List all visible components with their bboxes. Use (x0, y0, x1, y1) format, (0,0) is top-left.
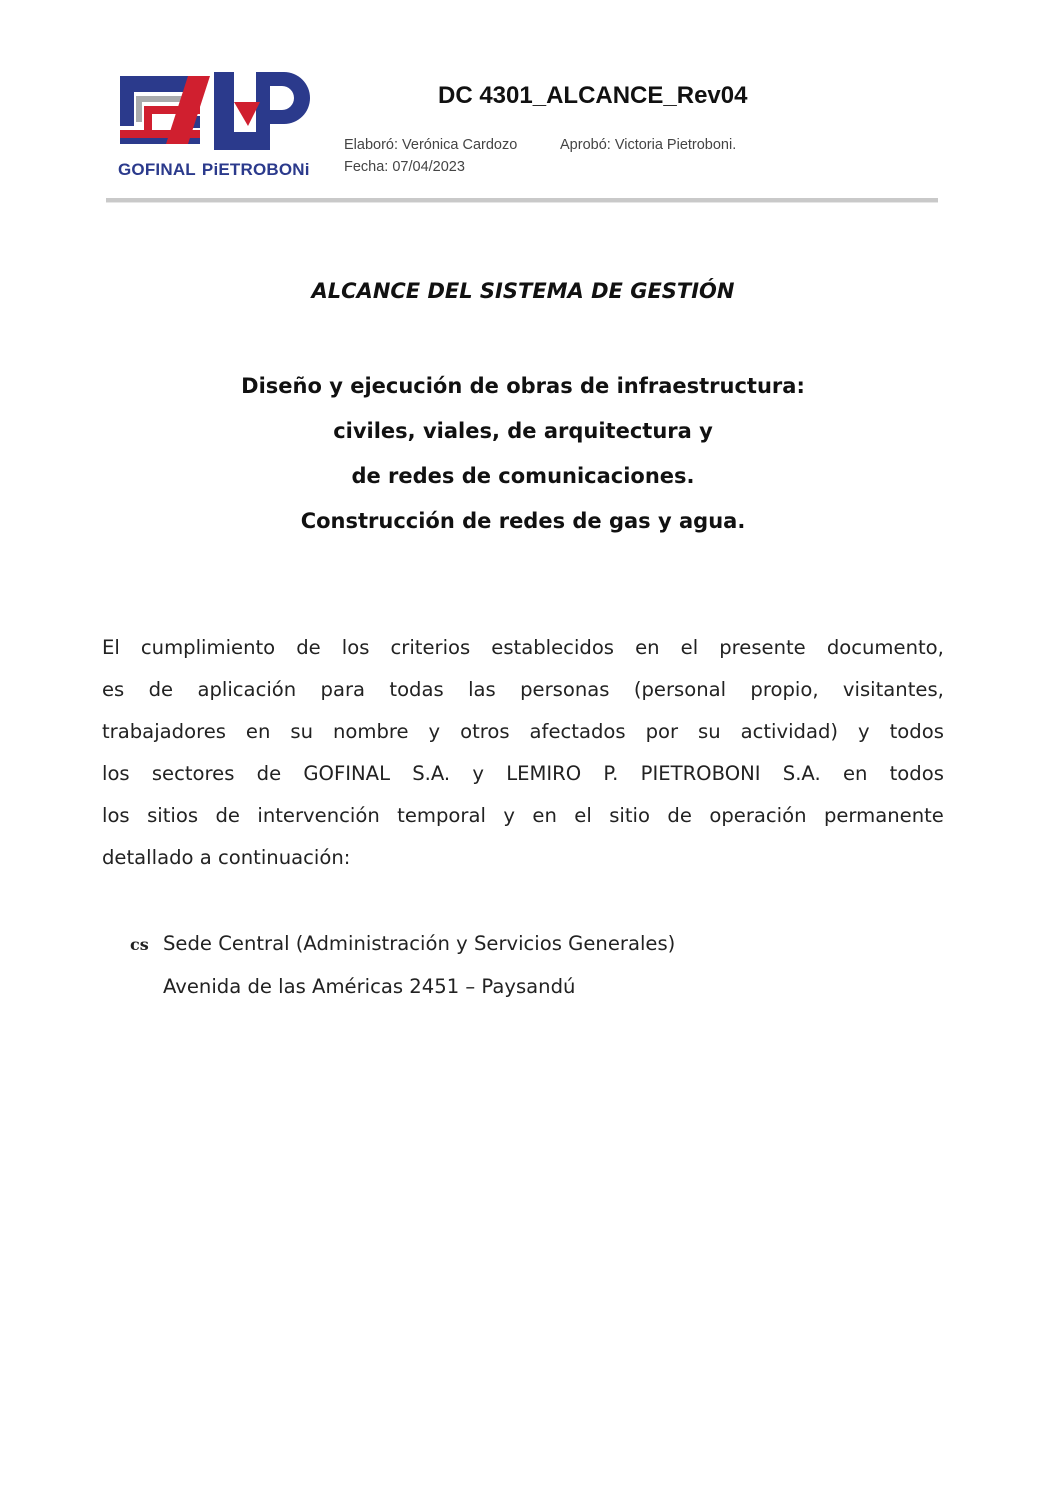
scope-line: Diseño y ejecución de obras de infraestructura: (241, 374, 805, 398)
page-title: ALCANCE DEL SISTEMA DE GESTIÓN (311, 279, 735, 303)
bullet-icon: cs (130, 935, 149, 954)
paragraph-word: presente (719, 636, 806, 659)
paragraph-word: (personal (633, 678, 727, 701)
paragraph-word: temporal (397, 804, 486, 827)
paragraph-word: LEMIRO (506, 762, 582, 785)
paragraph-word: PIETROBONI (640, 762, 761, 785)
paragraph-word: criterios (390, 636, 471, 659)
paragraph-word: en (245, 720, 271, 743)
paragraph-line: detallado a continuación: (102, 846, 351, 869)
paragraph-word: S.A. (782, 762, 821, 785)
paragraph-word: GOFINAL (303, 762, 390, 785)
paragraph-line (102, 669, 944, 711)
paragraph-word: trabajadores (102, 720, 226, 743)
paragraph-word: todas (389, 678, 444, 701)
paragraph-line (102, 711, 944, 753)
paragraph-word: los (102, 804, 130, 827)
paragraph-word: los (341, 636, 370, 659)
paragraph-word: El (102, 636, 120, 659)
paragraph-word: de (667, 804, 692, 827)
logo-caption (118, 160, 318, 180)
paragraph-word: establecidos (491, 636, 615, 659)
document-code: DC 4301_ALCANCE_Rev04 (438, 82, 748, 109)
paragraph-word: todos (889, 762, 944, 785)
site-item (130, 923, 675, 966)
logo-gofinal-text: GOFINAL (118, 160, 196, 179)
paragraph-word: para (320, 678, 366, 701)
paragraph-word: de (256, 762, 282, 785)
paragraph-word: en (532, 804, 557, 827)
site-name: Sede Central (Administración y Servicios Generales) (163, 932, 676, 955)
scope-paragraph (102, 627, 944, 879)
document-date: Fecha: 07/04/2023 (344, 159, 465, 175)
paragraph-word: sitios (147, 804, 199, 827)
paragraph-word: intervención (257, 804, 380, 827)
paragraph-line (102, 795, 944, 837)
site-address: Avenida de las Américas 2451 – Paysandú (163, 975, 576, 998)
paragraph-word: todos (889, 720, 944, 743)
paragraph-word: es (102, 678, 125, 701)
header-divider (106, 198, 938, 203)
paragraph-word: de (296, 636, 321, 659)
scope-line: Construcción de redes de gas y agua. (300, 509, 746, 533)
paragraph-word: el (574, 804, 592, 827)
scope-statement (0, 368, 1046, 548)
company-logo (118, 72, 318, 184)
paragraph-word: sectores (151, 762, 235, 785)
paragraph-word: documento, (826, 636, 944, 659)
paragraph-word: en (635, 636, 660, 659)
paragraph-word: su (698, 720, 721, 743)
paragraph-word: y (472, 762, 484, 785)
paragraph-word: P. (603, 762, 619, 785)
paragraph-word: las (468, 678, 496, 701)
logo-pietroboni-text: PiETROBONi (201, 160, 310, 179)
paragraph-word: actividad) (740, 720, 839, 743)
paragraph-word: otros (460, 720, 510, 743)
paragraph-word: operación (709, 804, 807, 827)
paragraph-word: afectados (529, 720, 626, 743)
paragraph-word: nombre (332, 720, 409, 743)
paragraph-word: S.A. (412, 762, 451, 785)
paragraph-word: en (842, 762, 868, 785)
paragraph-word: y (503, 804, 515, 827)
paragraph-line (102, 627, 944, 669)
scope-line: de redes de comunicaciones. (351, 464, 695, 488)
paragraph-word: aplicación (197, 678, 297, 701)
paragraph-word: el (680, 636, 699, 659)
paragraph-word: su (290, 720, 313, 743)
scope-line: civiles, viales, de arquitectura y (333, 419, 713, 443)
paragraph-word: de (148, 678, 174, 701)
paragraph-word: permanente (823, 804, 944, 827)
prepared-by: Elaboró: Verónica Cardozo (344, 137, 518, 153)
paragraph-word: visitantes, (842, 678, 944, 701)
logo-mark (118, 72, 318, 158)
paragraph-word: y (858, 720, 870, 743)
paragraph-word: y (428, 720, 441, 743)
paragraph-word: los (102, 762, 130, 785)
paragraph-word: personas (520, 678, 610, 701)
site-list (130, 923, 675, 1008)
paragraph-word: de (215, 804, 240, 827)
paragraph-word: cumplimiento (140, 636, 276, 659)
paragraph-word: propio, (750, 678, 819, 701)
paragraph-line (102, 753, 944, 795)
paragraph-word: sitio (609, 804, 650, 827)
approved-by: Aprobó: Victoria Pietroboni. (560, 137, 737, 153)
paragraph-word: por (645, 720, 679, 743)
